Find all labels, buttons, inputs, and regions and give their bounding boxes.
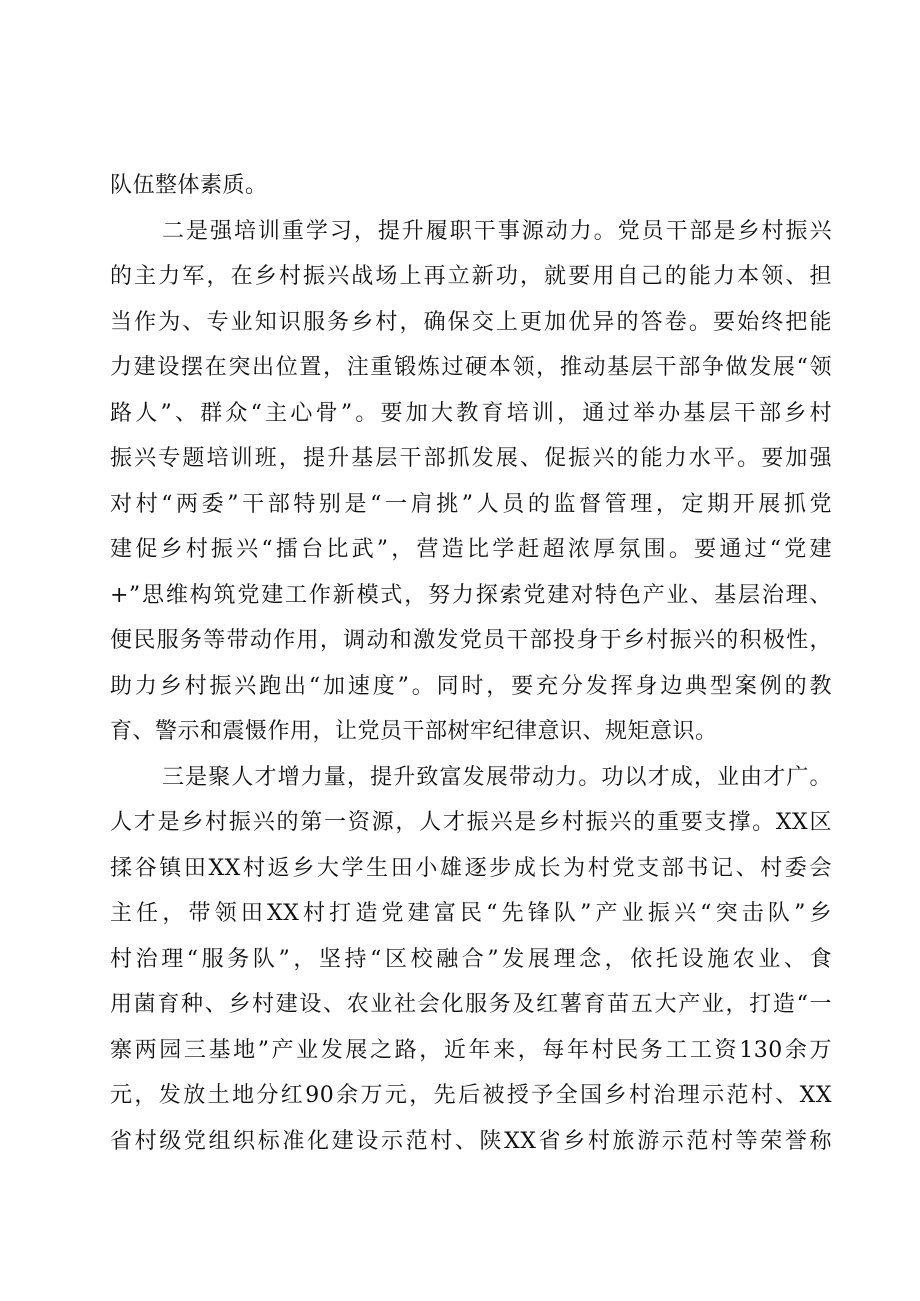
text-line: 省村级党组织标准化建设示范村、陕XX省乡村旅游示范村等荣誉称 xyxy=(110,1128,832,1154)
text-line: 用菌育种、乡村建设、农业社会化服务及红薯育苗五大产业，打造“一 xyxy=(110,992,832,1017)
text-line: +”思维构筑党建工作新模式，努力探索党建对特色产业、基层治理、 xyxy=(110,582,832,608)
text-line: 助力乡村振兴跑出“加速度”。同时，要充分发挥身边典型案例的教 xyxy=(110,673,832,699)
text-line: 元，发放土地分红90余万元，先后被授予全国乡村治理示范村、XX xyxy=(110,1083,832,1108)
text-line: 振兴专题培训班，提升基层干部抓发展、促振兴的能力水平。要加强 xyxy=(110,446,832,471)
text-line: 人才是乡村振兴的第一资源，人才振兴是乡村振兴的重要支撑。XX区 xyxy=(110,810,832,835)
body-text xyxy=(110,163,832,1164)
text-line: 二是强培训重学习，提升履职干事源动力。党员干部是乡村振兴 xyxy=(162,218,832,244)
text-line: 队伍整体素质。 xyxy=(110,173,268,198)
text-line: 主任，带领田XX村打造党建富民“先锋队”产业振兴“突击队”乡 xyxy=(110,901,832,926)
text-line: 当作为、专业知识服务乡村，确保交上更加优异的答卷。要始终把能 xyxy=(110,309,832,335)
text-line: 揉谷镇田XX村返乡大学生田小雄逐步成长为村党支部书记、村委会 xyxy=(110,855,832,881)
text-line: 建促乡村振兴“擂台比武”，营造比学赶超浓厚氛围。要通过“党建 xyxy=(110,537,832,562)
text-line: 力建设摆在突出位置，注重锻炼过硬本领，推动基层干部争做发展“领 xyxy=(110,355,832,380)
text-line: 三是聚人才增力量，提升致富发展带动力。功以才成，业由才广。 xyxy=(162,764,832,790)
text-line: 路人”、群众“主心骨”。要加大教育培训，通过举办基层干部乡村 xyxy=(110,400,832,426)
text-line: 的主力军，在乡村振兴战场上再立新功，就要用自己的能力本领、担 xyxy=(110,264,832,289)
text-line: 便民服务等带动作用，调动和激发党员干部投身于乡村振兴的积极性， xyxy=(110,628,832,653)
text-line: 对村“两委”干部特别是“一肩挑”人员的监督管理，定期开展抓党 xyxy=(110,491,832,517)
text-line: 育、警示和震慑作用，让党员干部树牢纪律意识、规矩意识。 xyxy=(110,719,718,744)
text-line: 寨两园三基地”产业发展之路，近年来，每年村民务工工资130余万 xyxy=(110,1037,832,1063)
text-line: 村治理“服务队”，坚持“区校融合”发展理念，依托设施农业、食 xyxy=(110,946,832,972)
